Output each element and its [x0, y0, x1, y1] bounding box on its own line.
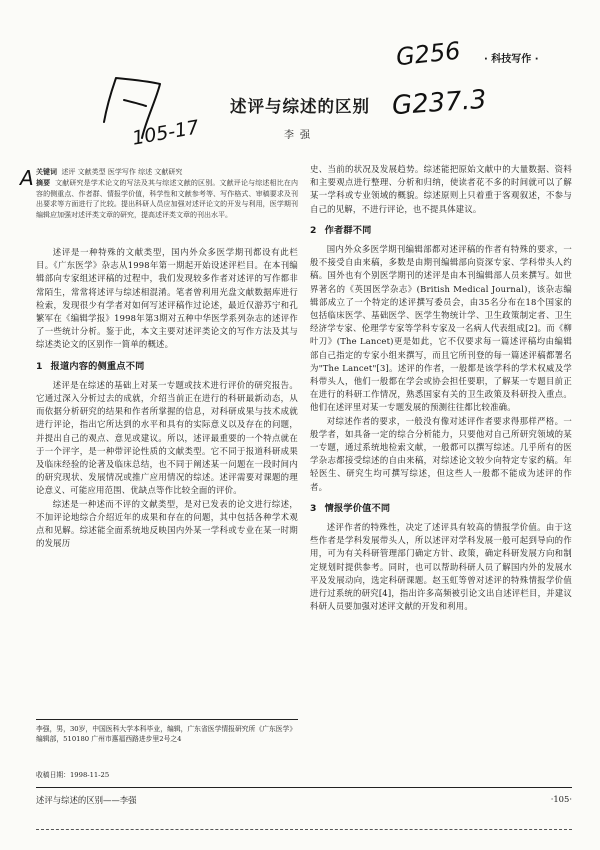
bottom-perforation: [36, 829, 572, 830]
footnote-received-date: 收稿日期：1998-11-25: [36, 771, 110, 779]
footnote-divider: [36, 719, 298, 720]
handwritten-number-code: 105-17: [130, 116, 201, 150]
article-author: 李强: [284, 130, 316, 141]
footnote-author-info: 李强，男，30岁，中国医科大学本科毕业，编辑，广东省医学情报研究所《广东医学》编辑部，510180 广州市惠福西路进步里2号之4: [36, 725, 297, 743]
section-1-paragraph: 述评是在综述的基础上对某一专题或技术进行评价的研究报告。它通过深入分析过去的成就，介绍当前正在进行的科研最新动态，从而依据分析研究的结果和作者所掌握的信息，对科研成果与技术成就进行评论，指出它所达到的水平和具有的实际意义以及存在的问题，并提出自己的观点、意见或建议。所以，述评最重要的一个特点就在于一个评字，是一种带评论性质的文献类型。它不同于报道科研成果及临床经验的论著及临床总结，也不同于阐述某一问题在一段时间内的研究现状、发展情况或推广应用情况的综述。述评需要对课题的理论意义、可能应用范围、优缺点等作比较全面的评价。: [36, 379, 298, 496]
section-1-title: 报道内容的侧重点不同: [50, 360, 145, 372]
keywords-text: 述评 文献类型 医学写作 综述 文献研究: [61, 168, 183, 176]
section-3-title: 情报学价值不同: [324, 502, 391, 514]
section-header-label: · 科技写作 ·: [484, 54, 539, 65]
section-2-heading: [310, 224, 572, 237]
left-column: [36, 246, 298, 550]
intro-paragraph: 述评是一种特殊的文献类型，国内外众多医学期刊都设有此栏目。《广东医学》杂志从1998年第一期起开始设述评栏目。在本刊编辑部向专家组述评稿的过程中，我们发现较多作者对述评的写作都非常陌生，常常将述评与综述相混淆。笔者曾利用光盘文献数据库进行检索，发现很少有学者对如何写述评稿作过论述，最近仅游苏宁和孔繁军在《编辑学报》1998年第3期对五种中华医学系列杂志的述评作了一些统计分析。鉴于此，本文主要对述评类论文的写作方法及其与综述类论文的区别作一简单的概述。: [36, 247, 298, 350]
section-2-paragraph: 对综述作者的要求，一般没有像对述评作者要求得那样严格。一般学者，如具备一定的综合分析能力，只要他对自己所研究领域的某一专题，通过系统地检索文献，一般都可以撰写综述。几乎所有的医学杂志都接受综述的自由来稿，对综述论文较少向特定专家约稿。年轻医生、研究生均可撰写综述，但这些人一般都不能成为述评的作者。: [310, 415, 572, 492]
continuation-paragraph: 史、当前的状况及发展趋势。综述能把原始文献中的大量数据、资料和主要观点进行整理、分析和归纳，使读者花不多的时间就可以了解某一学科或专业领域的概貌。综述原则上只着重于客观叙述，不参与自己的见解，不进行评论，也不提具体建议。: [310, 164, 572, 214]
article-title: 述评与综述的区别: [230, 97, 370, 116]
section-3-paragraph: 述评作者的特殊性，决定了述评具有较高的情报学价值。由于这些作者是学科发展带头人，所以述评对学科发展一般可起到导向的作用，可为有关科研管理部门确定方针、政策，确定科研发展方向和制定规划时提供参考。同时，也可以帮助科研人员了解国内外的发展水平及发展动向，选定科研课题。赵玉虹等曾对述评的特殊情报学价值进行过系统的研究[4]，指出许多高频被引论文出自述评栏目，并建议科研人员要加强对述评文献的开发和利用。: [310, 522, 572, 612]
section-2-title: 作者群不同: [324, 224, 372, 236]
footer-rule: [36, 787, 572, 788]
keywords-block: [36, 167, 298, 178]
abstract-block: [36, 178, 298, 220]
handwritten-class-code-mid: G237.3: [391, 84, 488, 122]
section-3-heading: [310, 502, 572, 515]
abstract-text: 文献研究是学术论文的写法及其与综述文献的区别。文献评论与综述相比在内容的侧重点、作者群、情报学价值，科学性和文献参考等、写作格式、审稿要求及刊出要求等方面进行了比较。提出科研人员应加强对述评论文的开发与利用，医学期刊编辑应加强对述评类文章的研究，提高述评类文章的刊出水平。: [36, 179, 299, 219]
handwritten-margin-mark: A: [20, 166, 34, 190]
keywords-label: 关键词: [36, 167, 57, 176]
handwritten-class-code-top: G256: [394, 36, 462, 72]
section-1-number: 1: [36, 360, 43, 372]
section-1-paragraph: 综述是一种述而不评的文献类型，是对已发表的论文进行综述，不加评论地综合介绍近年的成果和存在的问题，其中包括各种学术观点和见解。综述能全面系统地反映国内外某一学科或专业在某一时期的发展历: [36, 498, 298, 549]
section-3-number: 3: [310, 502, 317, 514]
running-title: 述评与综述的区别——李强: [36, 795, 137, 805]
section-2-paragraph: 国内外众多医学期刊编辑部都对述评稿的作者有特殊的要求，一般不接受自由来稿，多数是由期刊编辑部向资深专家、学科带头人约稿。国外也有个别医学期刊的述评是由本刊编辑部人员来撰写。如世界著名的《英国医学杂志》(British Medical Journal)，该杂志编辑部成立了一个特定的述评撰写委员会，由35名分布在18个国家的包括临床医学、基础医学、医学生物统计学、卫生政策制定者、卫生经济学专家、伦理学专家等学科专家及一名病人代表组成[2]。而《柳叶刀》(The Lancet)更是如此，它不仅要求每一篇述评稿均由编辑部自己指定的专家小组来撰写，而且它所刊登的每一篇述评稿都署名为"The Lancet"[3]。述评的作者，一般都是该学科的学术权威及学科带头人，他们一般都在学会或协会担任要职，了解某一专题目前正在进行的科研工作情况，熟悉国家有关的卫生政策及科研投入重点。他们在述评里对某一专题发展的预测往往都比较准确。: [310, 244, 572, 413]
section-2-number: 2: [310, 224, 317, 236]
page-number: ·105·: [550, 794, 572, 804]
section-1-heading: [36, 360, 298, 373]
abstract-label: 摘要: [36, 178, 51, 187]
right-column: [310, 163, 572, 614]
